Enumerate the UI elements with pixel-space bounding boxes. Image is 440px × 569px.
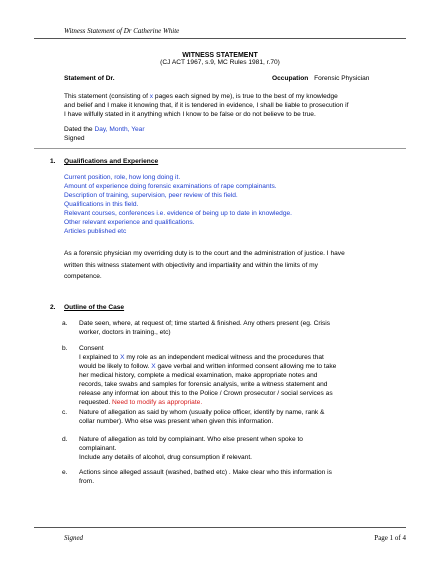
modify-note: Need to modify as appropriate. — [112, 398, 203, 406]
list-item: Other relevant experience and qualifications. — [64, 218, 195, 226]
item-e-label: e. — [62, 469, 68, 476]
item-a-label: a. — [62, 320, 68, 327]
item-b-label: b. — [62, 345, 68, 352]
occupation-label: Occupation — [272, 75, 309, 82]
statement-of-label: Statement of Dr. — [64, 75, 115, 82]
list-item: Description of training, supervision, peer review of this field. — [64, 191, 238, 199]
dated-line — [64, 126, 145, 135]
section-2-number: 2. — [50, 304, 56, 311]
item-b-text: Consent I explained to X my role as an independent medical witness and the procedures that would be likely to follow. X gave verbal and written informed consent allowing me to take her medical history, complete a medical examination, make appropriate notes and records, take swabs and samples for forensic analysis, write a witness statement and release any informat ion about this to the Police / Crown prosecutor / social services as requested. Need to modify as appropriate. — [79, 345, 389, 408]
consent-heading: Consent — [79, 345, 104, 352]
complainant-placeholder: X — [120, 353, 125, 361]
list-item: Articles published etc — [64, 227, 127, 235]
dated-value: Day, Month, Year — [94, 126, 145, 133]
list-item: Current position, role, how long doing it. — [64, 174, 181, 181]
page-number: Page 1 of 4 — [374, 534, 406, 542]
qualifications-list — [64, 174, 394, 237]
section-2-title: Outline of the Case — [64, 304, 125, 311]
occupation-value: Forensic Physician — [314, 75, 370, 82]
header-rule — [34, 38, 406, 39]
list-item: Amount of experience doing forensic examinations of rape complainants. — [64, 182, 277, 190]
footer-signed: Signed — [64, 534, 84, 542]
item-c-text: Nature of allegation as said by whom (usually police officer, identify by name, rank & collar number). Who else was present when given this information. — [79, 409, 325, 425]
occupation-line — [272, 75, 369, 84]
footer-rule — [34, 527, 406, 528]
declaration-line-1: This statement (consisting of x pages each signed by me), is true to the best of my knowledge — [64, 93, 338, 100]
page-count-placeholder: x — [149, 93, 154, 100]
item-d-text: Nature of allegation as told by complainant. Who else present when spoke to complainant. Include any details of alcohol, drug consumption if relevant. — [79, 436, 303, 461]
document-title: WITNESS STATEMENT — [182, 52, 258, 59]
dated-label: Dated the — [64, 126, 93, 133]
complainant-placeholder: X — [151, 362, 156, 370]
section-1-title: Qualifications and Experience — [64, 158, 159, 165]
declaration-line-3: I have wilfully stated in it anything which I know to be false or do not believe to be true. — [64, 110, 316, 118]
item-d-label: d. — [62, 436, 68, 443]
duty-paragraph: As a forensic physician my overriding duty is to the court and the administration of justice. I have written this witness statement with objectivity and impartiality and within the limits of my competence. — [64, 250, 345, 281]
declaration — [64, 93, 394, 120]
list-item: Relevant courses, conferences i.e. evidence of being up to date in knowledge. — [64, 209, 292, 217]
running-header: Witness Statement of Dr Catherine White — [64, 27, 180, 35]
section-divider — [34, 148, 406, 149]
item-c-label: c. — [62, 409, 68, 416]
declaration-line-2: and belief and I make it knowing that, if it is tendered in evidence, I shall be liable to prosecution if — [64, 101, 349, 109]
section-1-number: 1. — [50, 158, 56, 165]
item-e-text: Actions since alleged assault (washed, bathed etc) . Make clear who this information is from. — [79, 469, 332, 485]
list-item: Qualifications in this field. — [64, 200, 139, 208]
document-subtitle: (CJ ACT 1967, s.9, MC Rules 1981, r.70) — [160, 59, 280, 66]
signed-label: Signed — [64, 135, 85, 142]
item-a-text: Date seen, where, at request of; time started & finished. Any others present (eg. Crisis worker, doctors in training., etc) — [79, 320, 331, 336]
